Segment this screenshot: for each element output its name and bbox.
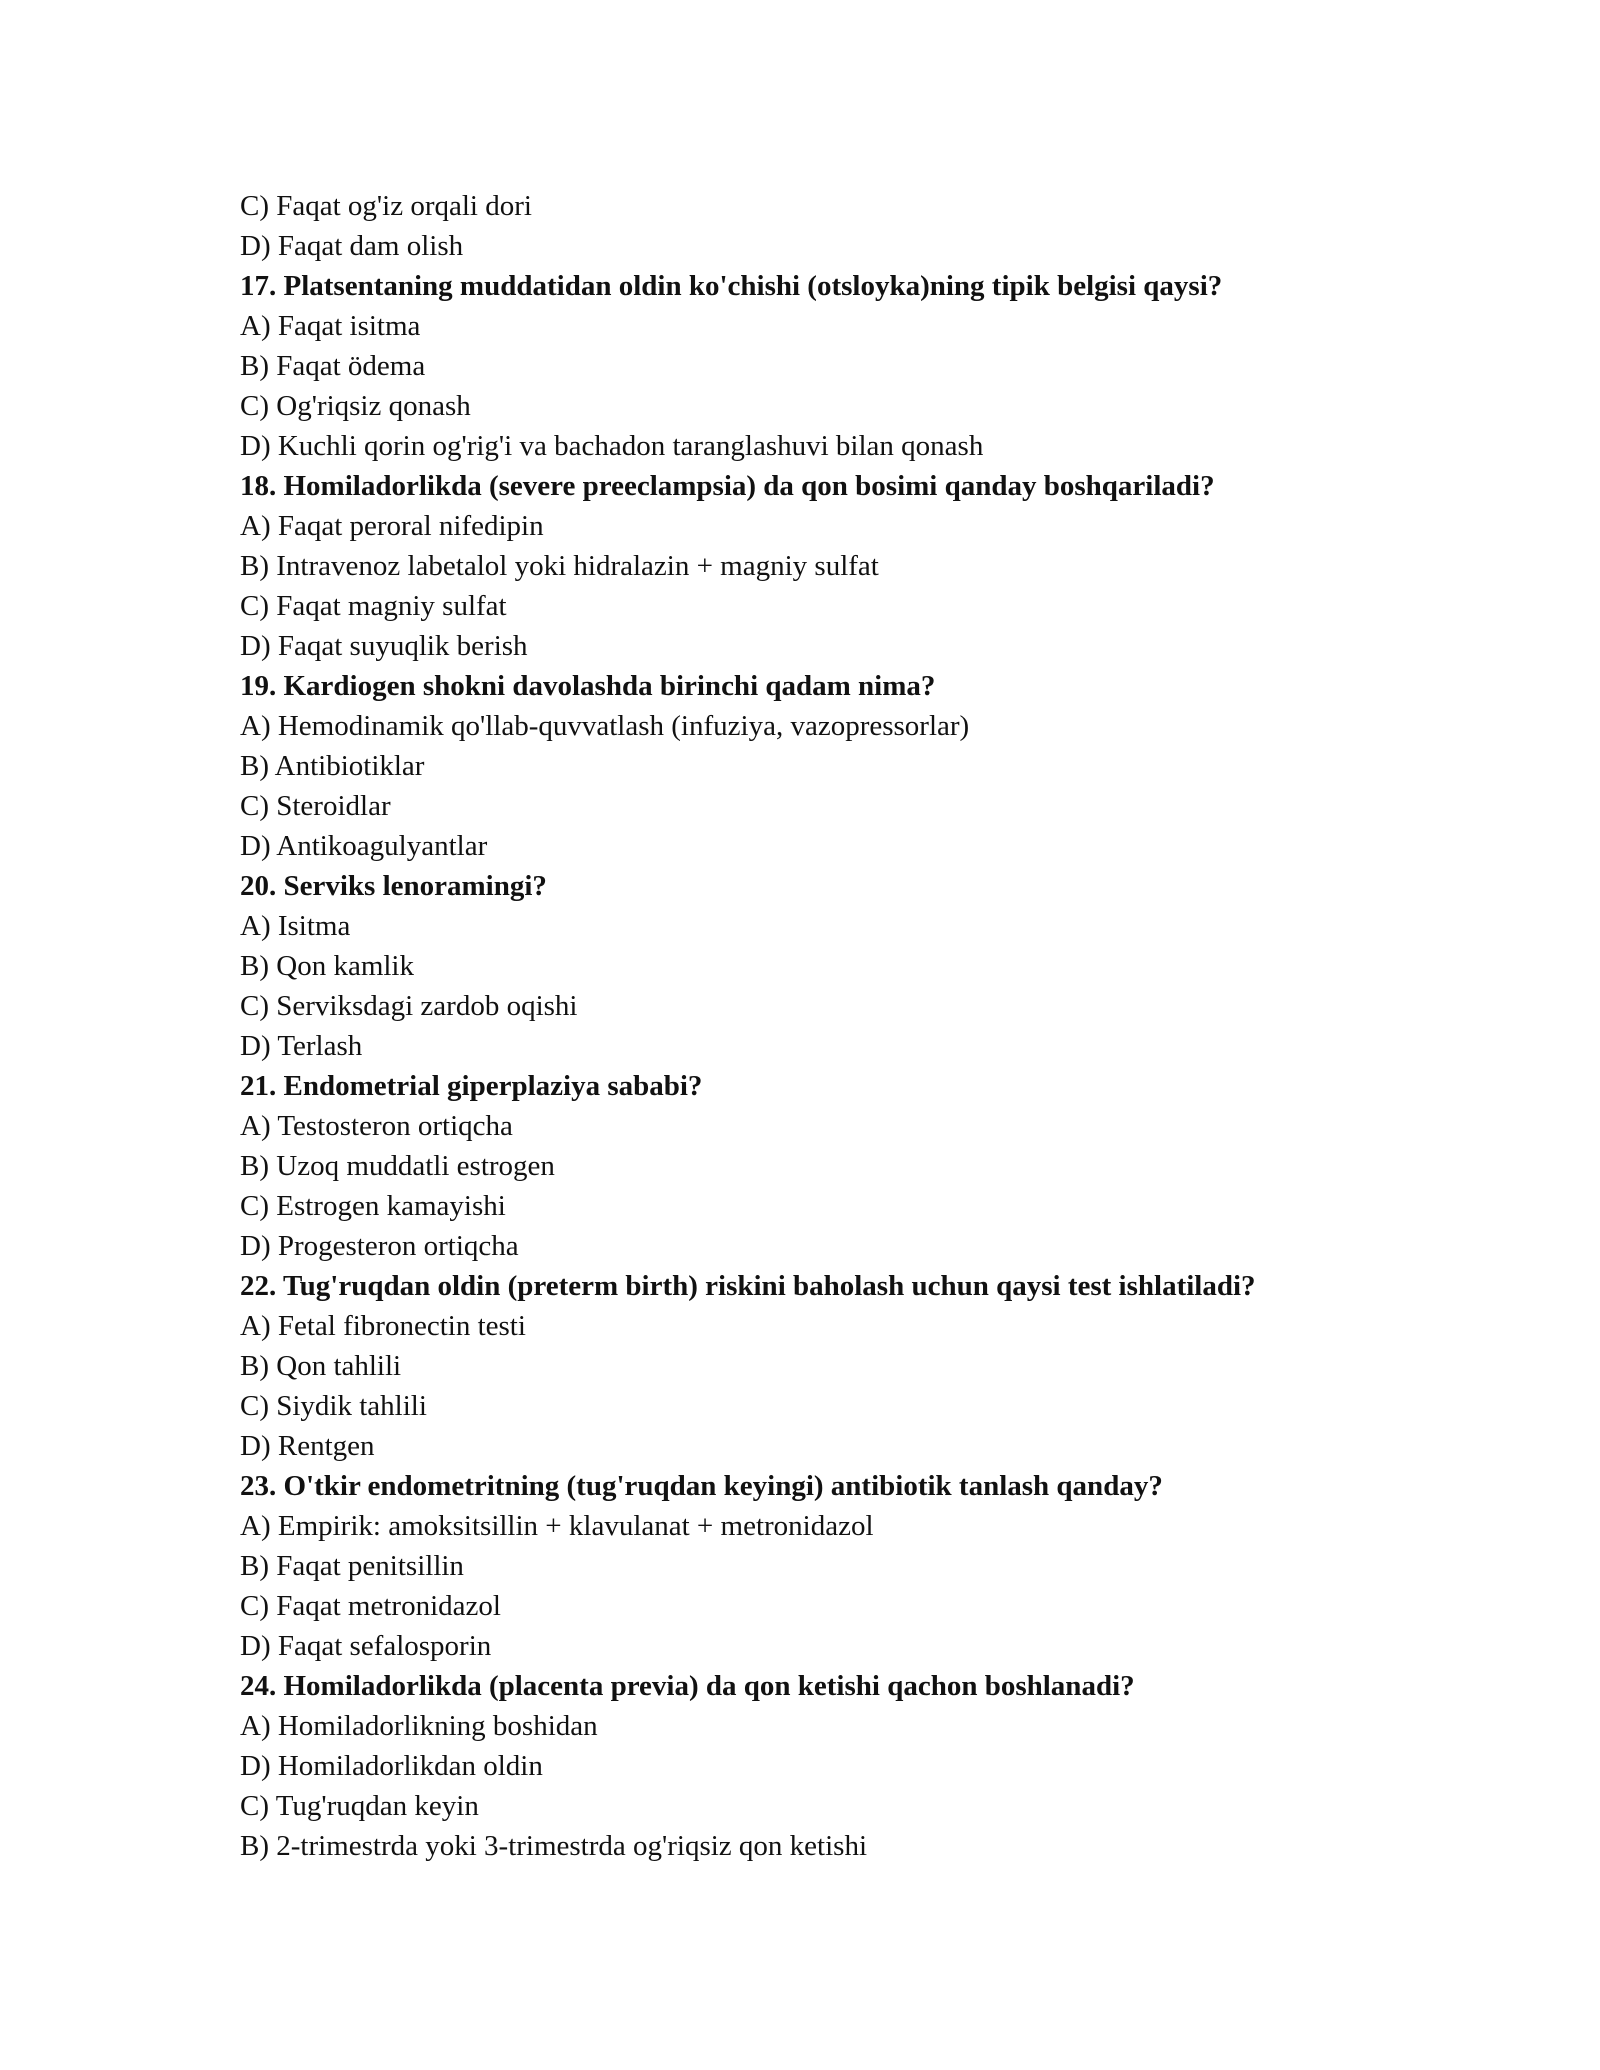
question-text: 23. O'tkir endometritning (tug'ruqdan keyingi) antibiotik tanlash qanday?: [240, 1470, 1163, 1502]
document-page: [240, 186, 1440, 1866]
answer-option: B) Intravenoz labetalol yoki hidralazin + magniy sulfat: [240, 550, 879, 582]
answer-option: B) Faqat penitsillin: [240, 1550, 464, 1582]
question-text: 22. Tug'ruqdan oldin (preterm birth) riskini baholash uchun qaysi test ishlatiladi?: [240, 1270, 1256, 1302]
answer-option: D) Progesteron ortiqcha: [240, 1230, 519, 1262]
answer-option: C) Siydik tahlili: [240, 1390, 427, 1422]
answer-option: D) Terlash: [240, 1030, 363, 1062]
answer-option: B) Qon tahlili: [240, 1350, 402, 1382]
answer-option: D) Faqat suyuqlik berish: [240, 630, 528, 662]
answer-option: C) Faqat magniy sulfat: [240, 590, 507, 622]
question-text: 18. Homiladorlikda (severe preeclampsia) da qon bosimi qanday boshqariladi?: [240, 470, 1215, 502]
answer-option: B) Uzoq muddatli estrogen: [240, 1150, 555, 1182]
answer-option: D) Antikoagulyantlar: [240, 830, 488, 862]
answer-option: B) Qon kamlik: [240, 950, 414, 982]
answer-option: B) Faqat ödema: [240, 350, 426, 382]
answer-option: A) Isitma: [240, 910, 351, 942]
answer-option: A) Fetal fibronectin testi: [240, 1310, 526, 1342]
answer-option: C) Og'riqsiz qonash: [240, 390, 471, 422]
answer-option: B) 2-trimestrda yoki 3-trimestrda og'riqsiz qon ketishi: [240, 1830, 867, 1862]
answer-option: C) Serviksdagi zardob oqishi: [240, 990, 578, 1022]
answer-option: C) Estrogen kamayishi: [240, 1190, 506, 1222]
answer-option: A) Hemodinamik qo'llab-quvvatlash (infuziya, vazopressorlar): [240, 710, 970, 742]
answer-option: D) Faqat sefalosporin: [240, 1630, 492, 1662]
answer-option: A) Faqat peroral nifedipin: [240, 510, 544, 542]
answer-option: D) Rentgen: [240, 1430, 375, 1462]
answer-option: C) Faqat og'iz orqali dori: [240, 190, 532, 222]
answer-option: A) Homiladorlikning boshidan: [240, 1710, 598, 1742]
answer-option: A) Empirik: amoksitsillin + klavulanat + metronidazol: [240, 1510, 874, 1542]
answer-option: A) Faqat isitma: [240, 310, 421, 342]
answer-option: C) Faqat metronidazol: [240, 1590, 501, 1622]
answer-option: C) Tug'ruqdan keyin: [240, 1790, 479, 1822]
answer-option: D) Faqat dam olish: [240, 230, 464, 262]
answer-option: C) Steroidlar: [240, 790, 391, 822]
answer-option: A) Testosteron ortiqcha: [240, 1110, 513, 1142]
answer-option: D) Kuchli qorin og'rig'i va bachadon taranglashuvi bilan qonash: [240, 430, 984, 462]
question-text: 21. Endometrial giperplaziya sababi?: [240, 1070, 703, 1102]
question-text: 19. Kardiogen shokni davolashda birinchi qadam nima?: [240, 670, 936, 702]
question-text: 24. Homiladorlikda (placenta previa) da qon ketishi qachon boshlanadi?: [240, 1670, 1135, 1702]
answer-option: B) Antibiotiklar: [240, 750, 425, 782]
answer-option: D) Homiladorlikdan oldin: [240, 1750, 543, 1782]
question-text: 17. Platsentaning muddatidan oldin ko'chishi (otsloyka)ning tipik belgisi qaysi?: [240, 270, 1223, 302]
question-text: 20. Serviks lenoramingi?: [240, 870, 547, 902]
